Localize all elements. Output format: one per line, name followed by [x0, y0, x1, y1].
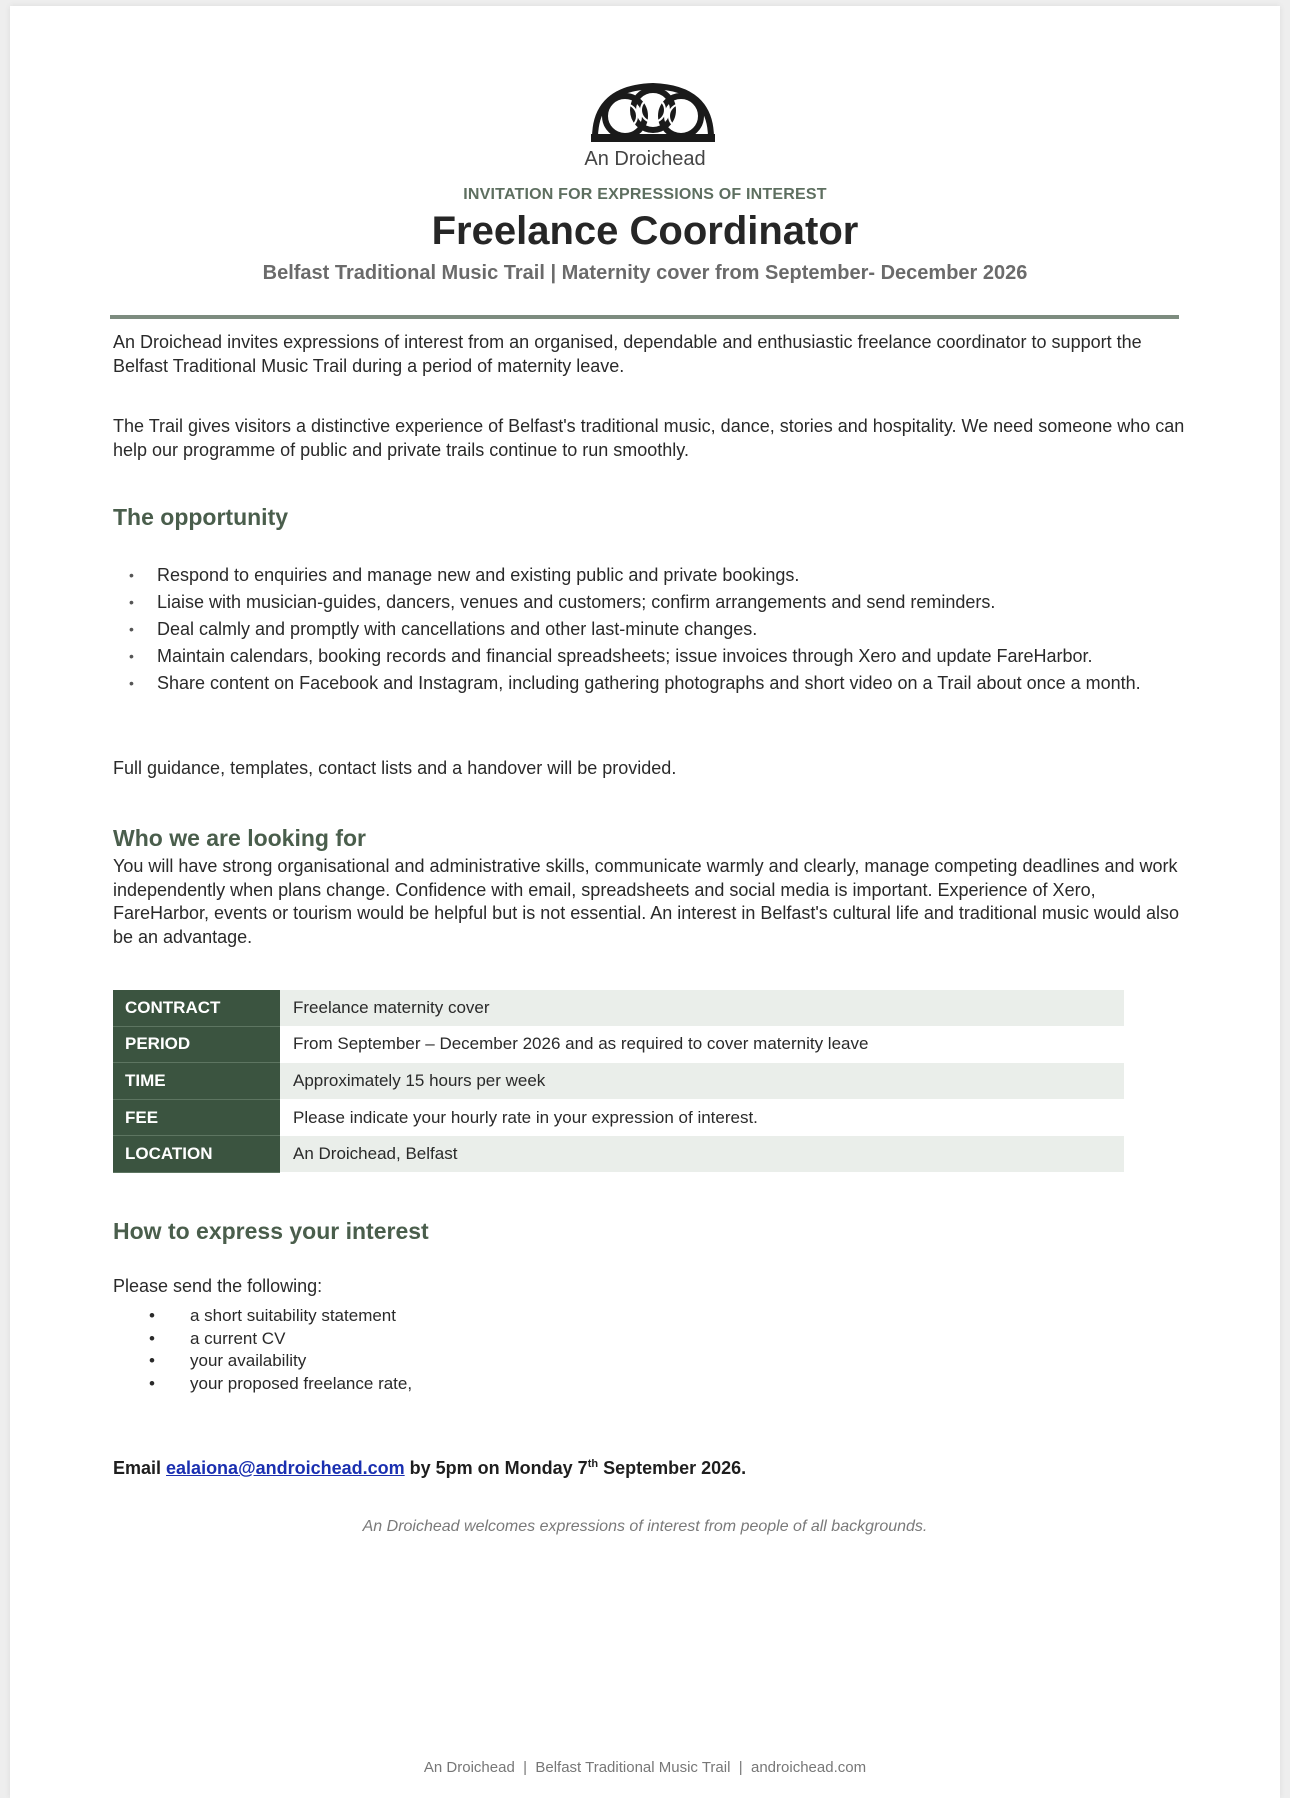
list-item: • a current CV [149, 1328, 286, 1348]
list-item: • Liaise with musician-guides, dancers, venues and customers; confirm arrangements and send reminders. [129, 592, 996, 612]
eyebrow-label: INVITATION FOR EXPRESSIONS OF INTEREST [463, 186, 827, 203]
email-link[interactable]: ealaiona@androichead.com [166, 1458, 405, 1478]
list-item: • Maintain calendars, booking records and financial spreadsheets; issue invoices through Xero and update FareHarbor. [129, 646, 1093, 666]
detail-value: Approximately 15 hours per week [280, 1063, 1124, 1100]
express-intro: Please send the following: [113, 1276, 323, 1296]
email-instruction: Email ealaiona@androichead.com by 5pm on Monday 7th September 2026. [113, 1458, 747, 1478]
table-row [113, 1026, 1124, 1063]
intro-paragraph-2: The Trail gives visitors a distinctive experience of Belfast's traditional music, dance, stories and hospitality. We need someone who can help our programme of public and private trails continue to run smoothly. [113, 416, 1185, 460]
detail-label: CONTRACT [113, 990, 280, 1026]
send-list [113, 1305, 412, 1395]
welcome-note: An Droichead welcomes expressions of interest from people of all backgrounds. [362, 1518, 928, 1535]
table-row [113, 1099, 1124, 1136]
list-item: • your availability [149, 1351, 307, 1370]
detail-value: An Droichead, Belfast [280, 1136, 1124, 1173]
detail-value: Freelance maternity cover [280, 990, 1124, 1026]
express-heading: How to express your interest [113, 1218, 429, 1244]
table-row [113, 990, 1124, 1026]
celtic-knot-bridge-icon [587, 76, 719, 146]
list-item: • your proposed freelance rate, [149, 1373, 413, 1393]
list-item: • Respond to enquiries and manage new and existing public and private bookings. [129, 565, 800, 585]
intro-paragraph-1: An Droichead invites expressions of interest from an organised, dependable and enthusiastic freelance coordinator to support the Belfast Traditional Music Trail during a period of maternity leave. [113, 332, 1142, 376]
looking-for-heading: Who we are looking for [113, 825, 367, 851]
list-item: • a short suitability statement [149, 1306, 396, 1325]
page-title: Freelance Coordinator [431, 209, 859, 253]
table-row [113, 1136, 1124, 1173]
opportunity-heading: The opportunity [113, 504, 289, 530]
opportunity-list [113, 564, 1193, 699]
detail-value: From September – December 2026 and as required to cover maternity leave [280, 1026, 1124, 1063]
detail-label: LOCATION [113, 1136, 280, 1173]
page-footer: An Droichead | Belfast Traditional Music Trail | androichead.com [423, 1759, 867, 1776]
page-subtitle: Belfast Traditional Music Trail | Maternity cover from September- December 2026 [262, 262, 1028, 284]
details-table [113, 990, 1124, 1173]
org-name: An Droichead [584, 148, 706, 170]
header-divider [110, 315, 1179, 319]
opportunity-closing: Full guidance, templates, contact lists and a handover will be provided. [113, 758, 677, 778]
detail-value: Please indicate your hourly rate in your expression of interest. [280, 1099, 1124, 1136]
looking-for-body: You will have strong organisational and administrative skills, communicate warmly and clearly, manage competing deadlines and work independently when plans change. Confidence with email, spreadsheets and social media is important. Experience of Xero, FareHarbor, events or tourism would be helpful but is not essential. An interest in Belfast's cultural life and traditional music would also be an advantage. [113, 856, 1179, 947]
table-row [113, 1063, 1124, 1100]
list-item: • Deal calmly and promptly with cancellations and other last-minute changes. [129, 619, 758, 639]
detail-label: PERIOD [113, 1026, 280, 1063]
list-item: • Share content on Facebook and Instagram, including gathering photographs and short video on a Trail about once a month. [129, 673, 1141, 693]
detail-label: FEE [113, 1099, 280, 1136]
document-page [10, 6, 1280, 1798]
detail-label: TIME [113, 1063, 280, 1100]
